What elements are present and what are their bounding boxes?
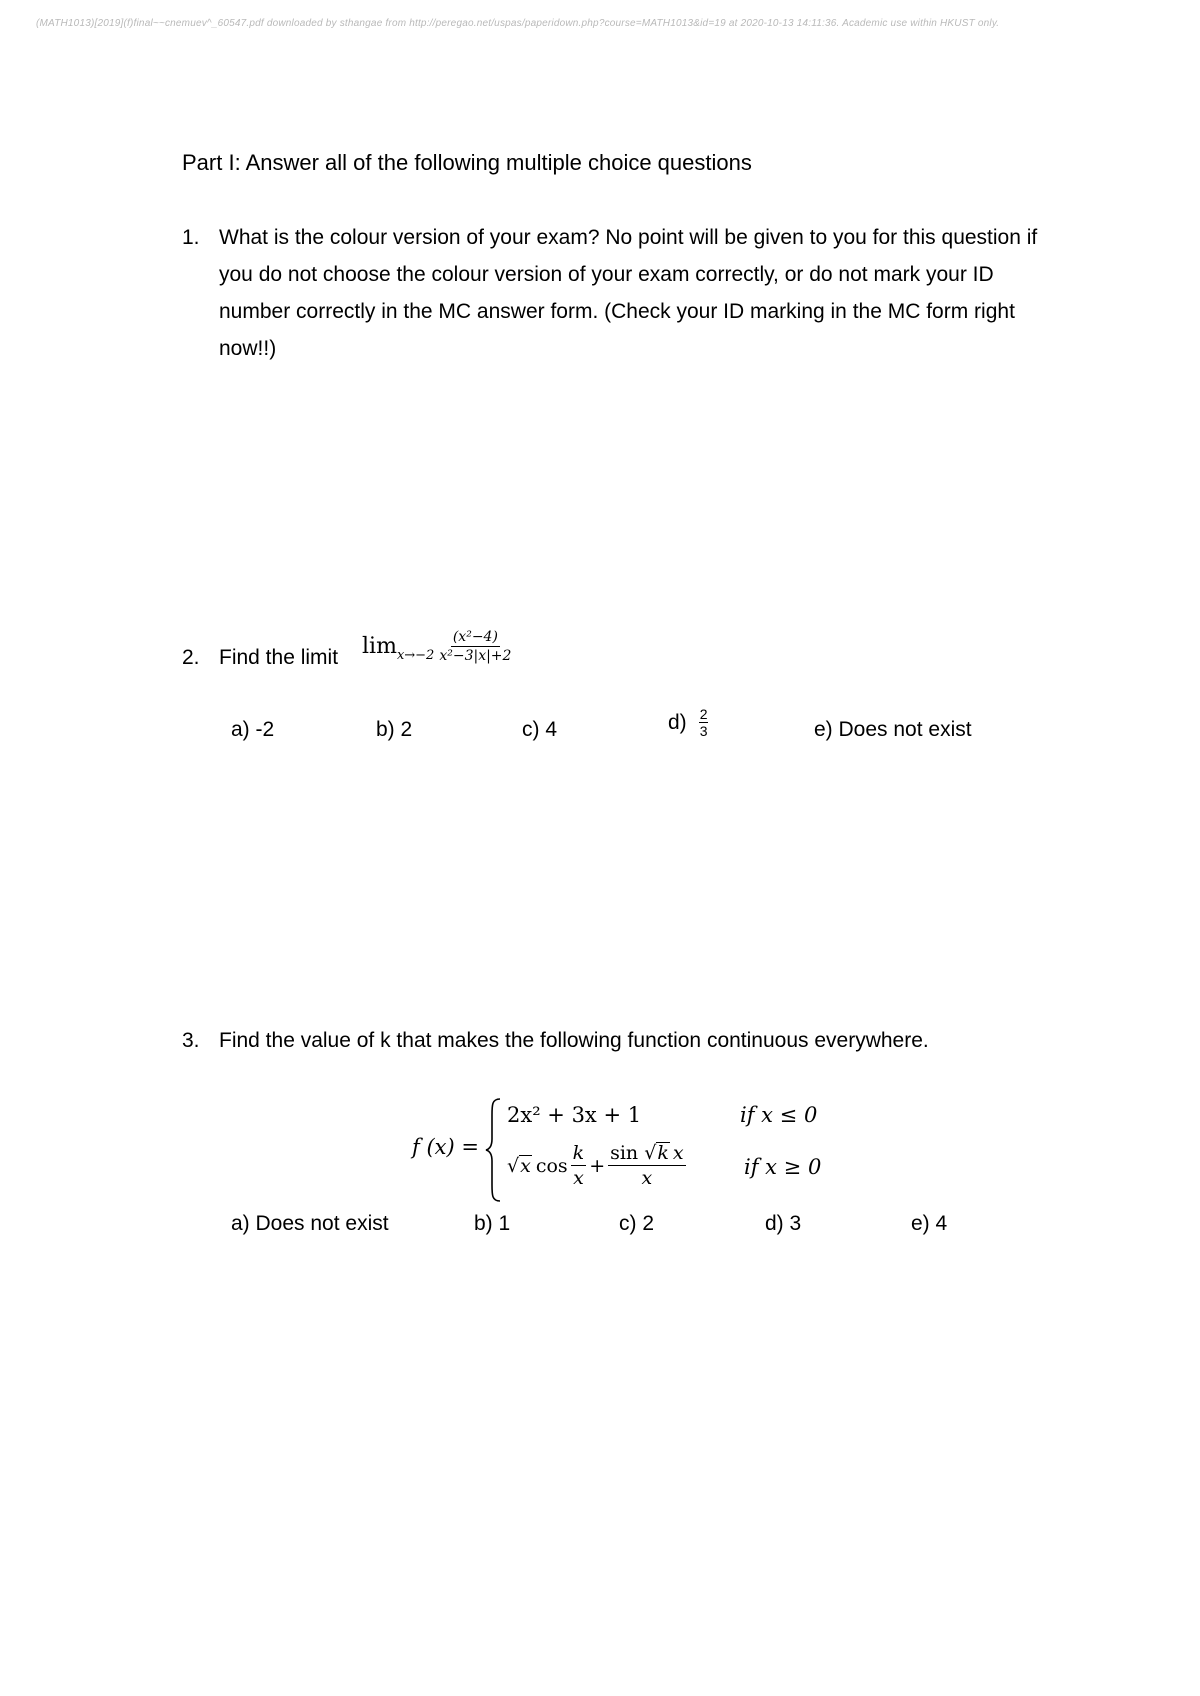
q2-option-d xyxy=(668,706,708,739)
k-over-x-fraction xyxy=(571,1141,587,1190)
question-3-number: 3. xyxy=(182,1029,200,1052)
q2-option-c: c) 4 xyxy=(522,718,558,741)
q2-option-a: a) -2 xyxy=(231,718,275,741)
question-3-text: Find the value of k that makes the following function continuous everywhere. xyxy=(219,1029,929,1052)
sin-fraction-denominator: x xyxy=(641,1167,653,1189)
sin-fraction xyxy=(608,1141,685,1190)
case-2-condition: if x ≥ 0 xyxy=(744,1155,822,1179)
sqrt-symbol-k: √ xyxy=(644,1142,657,1164)
case-2-expression xyxy=(507,1141,689,1190)
k-over-x-denominator: x xyxy=(573,1167,584,1189)
q2-option-d-fraction xyxy=(699,706,709,739)
limit-numerator: (x²−4) xyxy=(452,629,498,645)
sin-fraction-numerator xyxy=(608,1141,685,1166)
q2-option-b: b) 2 xyxy=(376,718,413,741)
question-2-number: 2. xyxy=(182,646,200,669)
sin-x: x xyxy=(672,1142,684,1164)
sqrt-x: x xyxy=(520,1155,531,1177)
case-1-expression: 2x² + 3x + 1 xyxy=(507,1103,642,1127)
function-label xyxy=(412,1135,479,1159)
part-heading: Part I: Answer all of the following multiple choice questions xyxy=(182,150,752,175)
limit-expression xyxy=(362,628,513,665)
q3-option-c: c) 2 xyxy=(619,1212,655,1235)
question-1-number: 1. xyxy=(182,226,200,249)
cos-text: cos xyxy=(535,1154,568,1177)
piecewise-function xyxy=(412,1095,852,1205)
q3-option-d: d) 3 xyxy=(765,1212,802,1235)
sqrt-k: k xyxy=(657,1142,669,1164)
download-watermark: (MATH1013)[2019](f)final~~cnemuev^_60547.pdf downloaded by sthangae from http://peregao.net/uspas/paperidown.php?course=MATH1013&id=19 at 2020-10-13 14:11:36. Academic use within HKUST only. xyxy=(36,18,1000,29)
q3-option-e: e) 4 xyxy=(911,1212,948,1235)
plus-sign: + xyxy=(589,1154,606,1177)
limit-fraction xyxy=(437,628,513,665)
lim-word: lim xyxy=(362,634,397,659)
equals-sign: = xyxy=(454,1135,479,1159)
question-2-prefix: Find the limit xyxy=(219,646,339,669)
q3-option-b: b) 1 xyxy=(474,1212,511,1235)
case-1-condition: if x ≤ 0 xyxy=(740,1103,818,1127)
lim-subscript: x→−2 xyxy=(396,648,435,663)
sin-text: sin xyxy=(610,1142,645,1164)
q2-option-e: e) Does not exist xyxy=(814,718,972,741)
function-name: f (x) xyxy=(412,1135,455,1159)
left-brace-icon xyxy=(484,1095,504,1205)
k-over-x-numerator: k xyxy=(572,1142,585,1164)
limit-denominator: x²−3|x|+2 xyxy=(439,648,512,664)
q2-option-d-numerator: 2 xyxy=(699,706,708,722)
q2-option-d-denominator: 3 xyxy=(699,723,708,739)
sqrt-symbol: √ xyxy=(507,1154,520,1177)
q3-option-a: a) Does not exist xyxy=(231,1212,389,1235)
question-1-text: What is the colour version of your exam? No point will be given to you for this question if you do not choose the colour version of your exam correctly, or do not mark your ID number correctly in the MC answer form. (Check your ID marking in the MC form right now!!) xyxy=(219,226,1038,360)
q2-option-d-label: d) xyxy=(668,710,687,734)
